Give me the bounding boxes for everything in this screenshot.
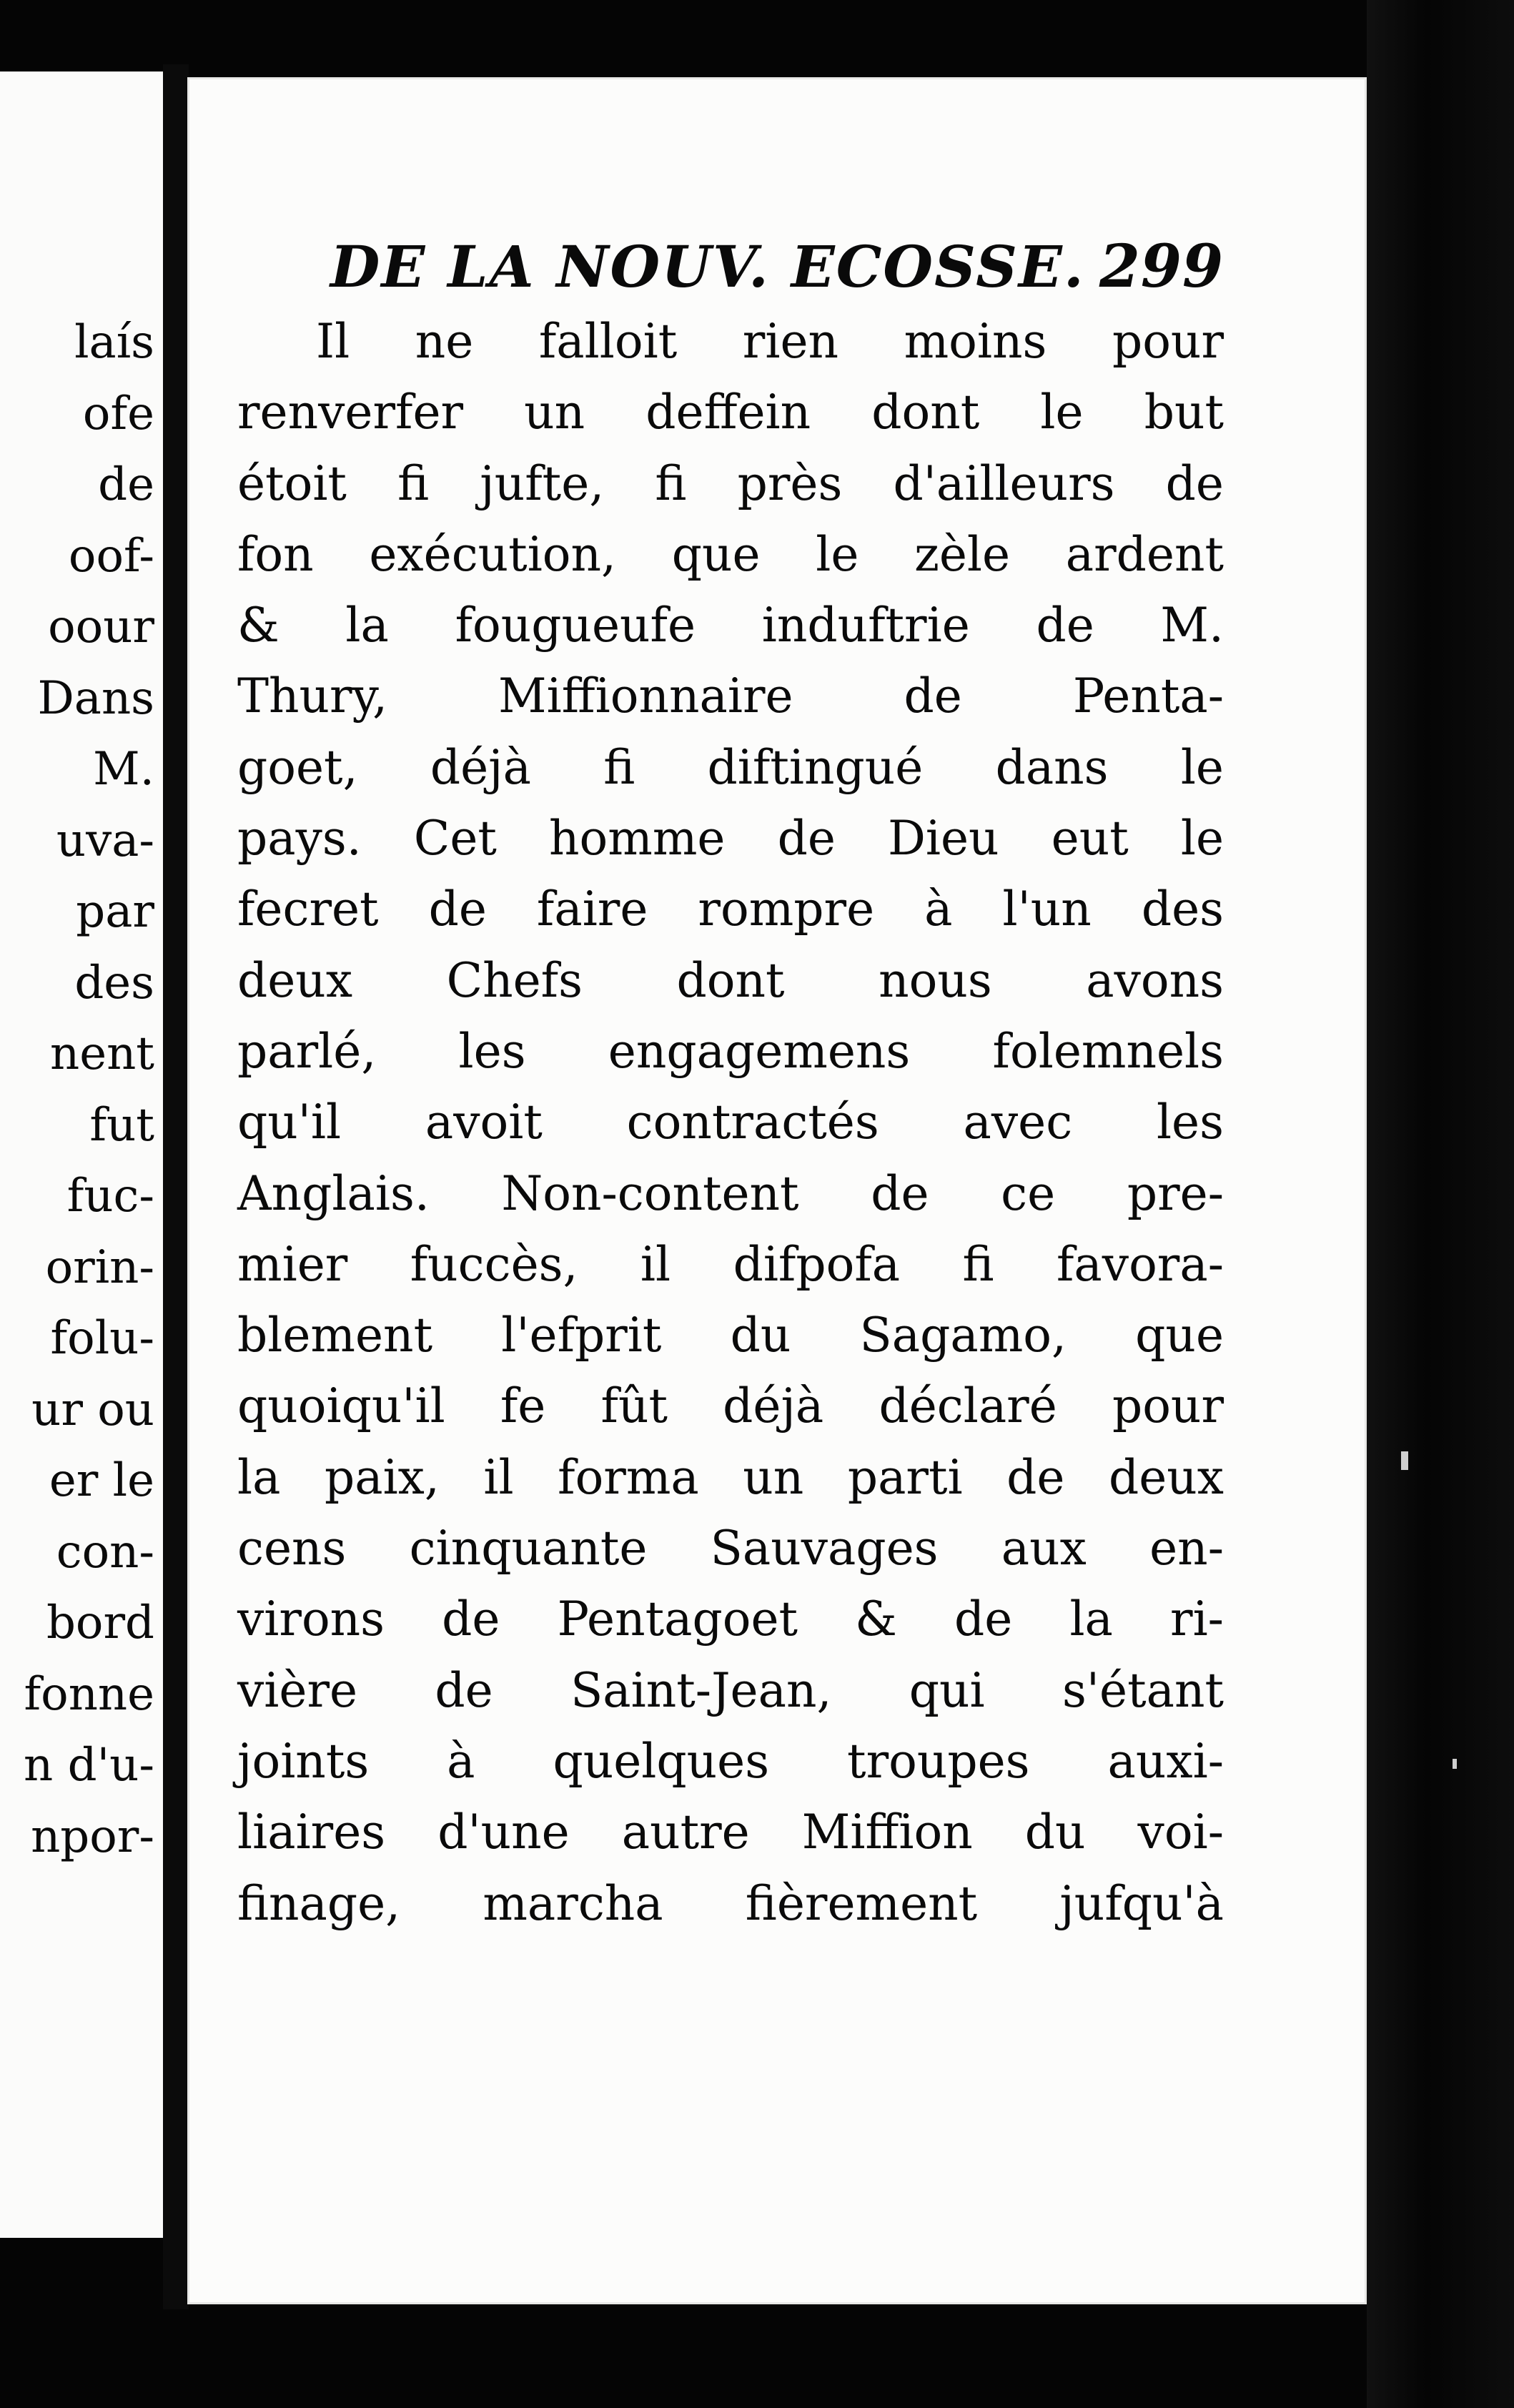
- text-line: virons de Pentagoet & de la ri-: [237, 1592, 1224, 1647]
- previous-page-line: M.: [93, 743, 154, 796]
- book-gutter: [163, 64, 189, 2309]
- previous-page-line: des: [74, 956, 154, 1010]
- previous-page: [0, 71, 163, 2238]
- text-line: étoit fi jufte, fi près d'ailleurs de: [237, 455, 1224, 511]
- text-line: Thury, Miffionnaire de Penta-: [237, 668, 1224, 724]
- text-line: fecret de faire rompre à l'un des: [237, 882, 1224, 937]
- running-head: [330, 227, 1224, 306]
- text-line: liaires d'une autre Miffion du voi-: [237, 1805, 1224, 1860]
- previous-page-line: fut: [89, 1098, 154, 1152]
- binding-edge: [1367, 0, 1514, 2408]
- text-line: fon exécution, que le zèle ardent: [237, 526, 1224, 582]
- previous-page-line: oof-: [68, 529, 154, 583]
- text-line: parlé, les engagemens folemnels: [237, 1023, 1224, 1079]
- text-line: qu'il avoit contractés avec les: [237, 1095, 1224, 1150]
- previous-page-line: er le: [49, 1454, 154, 1507]
- previous-page-line: oour: [48, 601, 154, 653]
- text-line: cens cinquante Sauvages aux en-: [237, 1521, 1224, 1576]
- previous-page-line: folu-: [50, 1312, 154, 1365]
- previous-page-line: orin-: [45, 1240, 154, 1294]
- text-line: la paix, il forma un parti de deux: [237, 1449, 1224, 1505]
- previous-page-line: npor-: [31, 1810, 154, 1863]
- page-body-text: [237, 306, 1224, 1939]
- edge-speck: [1401, 1451, 1408, 1470]
- text-line: finage, marcha fièrement jufqu'à: [237, 1875, 1224, 1931]
- previous-page-line: uva-: [56, 814, 154, 867]
- text-line: quoiqu'il fe fût déjà déclaré pour: [237, 1378, 1224, 1434]
- running-title: DE LA NOUV. ECOSSE.: [330, 233, 1085, 300]
- current-page: [187, 77, 1367, 2304]
- previous-page-line: de: [98, 458, 154, 511]
- previous-page-line: Dans: [37, 671, 154, 725]
- text-line: joints à quelques troupes auxi-: [237, 1733, 1224, 1789]
- previous-page-line: fuc-: [66, 1170, 154, 1223]
- previous-page-line: par: [76, 885, 154, 938]
- previous-page-line: n d'u-: [24, 1739, 154, 1792]
- text-line: Il ne falloit rien moins pour: [316, 314, 1224, 369]
- previous-page-line: bord: [46, 1597, 154, 1649]
- page-number: 299: [1099, 232, 1224, 301]
- text-line: goet, déjà fi diftingué dans le: [237, 739, 1224, 795]
- previous-page-line: nent: [49, 1027, 154, 1080]
- text-line: mier fuccès, il difpofa fi favora-: [237, 1236, 1224, 1292]
- previous-page-line: con-: [56, 1525, 154, 1579]
- previous-page-line: ofe: [82, 387, 154, 440]
- previous-page-line: ur ou: [31, 1383, 154, 1436]
- text-line: pays. Cet homme de Dieu eut le: [237, 811, 1224, 867]
- text-line: Anglais. Non-content de ce pre-: [237, 1165, 1224, 1221]
- text-line: renverfer un deffein dont le but: [237, 385, 1224, 440]
- edge-speck: [1453, 1759, 1457, 1769]
- text-line: & la fougueufe induftrie de M.: [237, 598, 1224, 653]
- previous-page-line: laís: [74, 316, 154, 369]
- text-line: vière de Saint-Jean, qui s'étant: [237, 1662, 1224, 1718]
- text-line: blement l'efprit du Sagamo, que: [237, 1308, 1224, 1363]
- previous-page-line: fonne: [24, 1667, 154, 1721]
- previous-page-text: [0, 307, 154, 1872]
- text-line: deux Chefs dont nous avons: [237, 952, 1224, 1008]
